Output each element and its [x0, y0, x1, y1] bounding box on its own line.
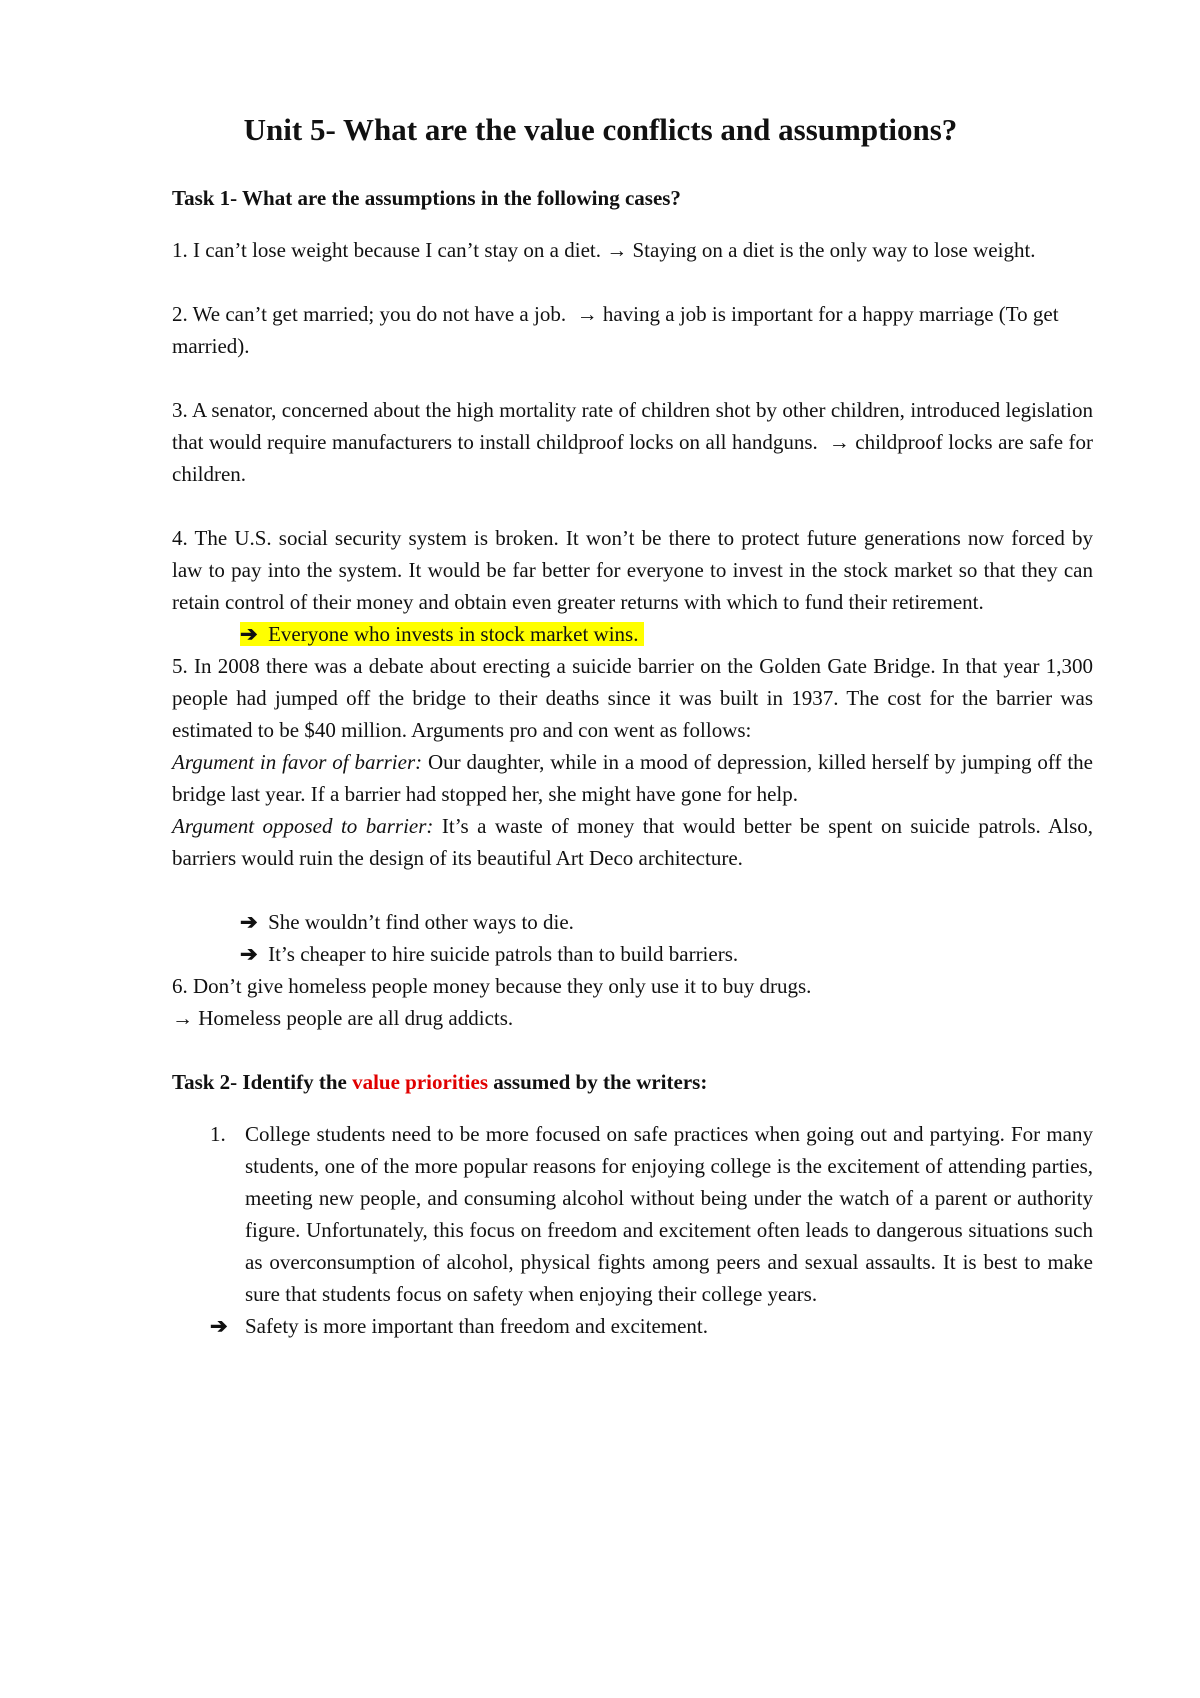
task2-heading-prefix: Task 2- Identify the	[172, 1070, 353, 1094]
task2-item1-answer: Safety is more important than freedom and excitement.	[245, 1314, 709, 1338]
item5-answer-1: She wouldn’t find other ways to die.	[268, 910, 574, 934]
list-number: 1.	[210, 1122, 226, 1146]
item6-answer: Homeless people are all drug addicts.	[198, 1006, 514, 1030]
task1-item-3	[172, 394, 1093, 490]
task1-item-2	[172, 298, 1093, 362]
bold-arrow-icon: ➔	[240, 942, 258, 966]
item2-text: 2. We can’t get married; you do not have a job.	[172, 302, 567, 326]
arrow-right-icon: →	[606, 238, 628, 262]
bold-arrow-icon: ➔	[240, 622, 258, 646]
task2-item-1-answer	[172, 1310, 1093, 1342]
item5-answer-2: It’s cheaper to hire suicide patrols than to build barriers.	[268, 942, 739, 966]
bold-arrow-icon: ➔	[240, 910, 258, 934]
task1-item-5	[172, 650, 1093, 874]
arrow-right-icon: →	[576, 302, 598, 326]
page-title: Unit 5- What are the value conflicts and assumptions?	[243, 112, 958, 147]
favor-text: Our daughter, while in a mood of depression, killed herself by jumping off the bridge last year. If a barrier had stopped her, she might have gone for help.	[172, 750, 1093, 806]
task1-item-4-answer	[172, 618, 1093, 650]
arrow-right-icon: →	[828, 430, 850, 454]
task1-heading: Task 1- What are the assumptions in the following cases?	[172, 186, 681, 210]
opposed-text: It’s a waste of money that would better be spent on suicide patrols. Also, barriers would ruin the design of its beautiful Art Deco architecture.	[172, 814, 1093, 870]
bold-arrow-icon: ➔	[210, 1314, 228, 1338]
item1-answer: Staying on a diet is the only way to lose weight.	[632, 238, 1036, 262]
task1-item-6: 6. Don’t give homeless people money because they only use it to buy drugs.	[172, 974, 812, 998]
task1-item-5-answer-2	[172, 938, 1093, 970]
item5-text: 5. In 2008 there was a debate about erecting a suicide barrier on the Golden Gate Bridge. In that year 1,300 people had jumped off the bridge to their deaths since it was built in 1937. The cost for the barrier was estimated to be $40 million. Arguments pro and con went as follows:	[172, 654, 1093, 742]
arrow-right-icon: →	[172, 1006, 193, 1030]
favor-label: Argument in favor of barrier:	[172, 750, 423, 774]
item3-text: 3. A senator, concerned about the high mortality rate of children shot by other children, introduced legislation that would require manufacturers to install childproof locks on all handguns.	[172, 398, 1093, 454]
task2-item-1	[172, 1118, 1093, 1310]
task2-item1-text: College students need to be more focused on safe practices when going out and partying. For many students, one of the more popular reasons for enjoying college is the excitement of attending parties, meeting new people, and consuming alcohol without being under the watch of a parent or authority figure. Unfortunately, this focus on freedom and excitement often leads to dangerous situations such as overconsumption of alcohol, physical fights among peers and sexual assaults. It is best to make sure that students focus on safety when enjoying their college years.	[245, 1122, 1093, 1306]
item4-answer-highlight	[240, 622, 644, 646]
opposed-label: Argument opposed to barrier:	[172, 814, 434, 838]
item2-answer: having a job is important for a happy marriage (To get married).	[172, 302, 1059, 358]
task1-item-6-answer	[172, 1002, 1093, 1034]
task1-item-5-answer-1	[172, 906, 1093, 938]
task1-item-4: 4. The U.S. social security system is broken. It won’t be there to protect future generations now forced by law to pay into the system. It would be far better for everyone to invest in the stock market so that they can retain control of their money and obtain even greater returns with which to fund their retirement.	[172, 526, 1093, 614]
task2-heading-suffix: assumed by the writers:	[488, 1070, 708, 1094]
item4-answer: Everyone who invests in stock market wins.	[268, 622, 639, 646]
task1-item-1	[172, 234, 1093, 266]
task2-heading	[172, 1066, 1093, 1098]
item1-text: 1. I can’t lose weight because I can’t stay on a diet.	[172, 238, 601, 262]
task2-heading-highlight: value priorities	[352, 1070, 488, 1094]
item3-answer: childproof locks are safe for children.	[172, 430, 1093, 486]
